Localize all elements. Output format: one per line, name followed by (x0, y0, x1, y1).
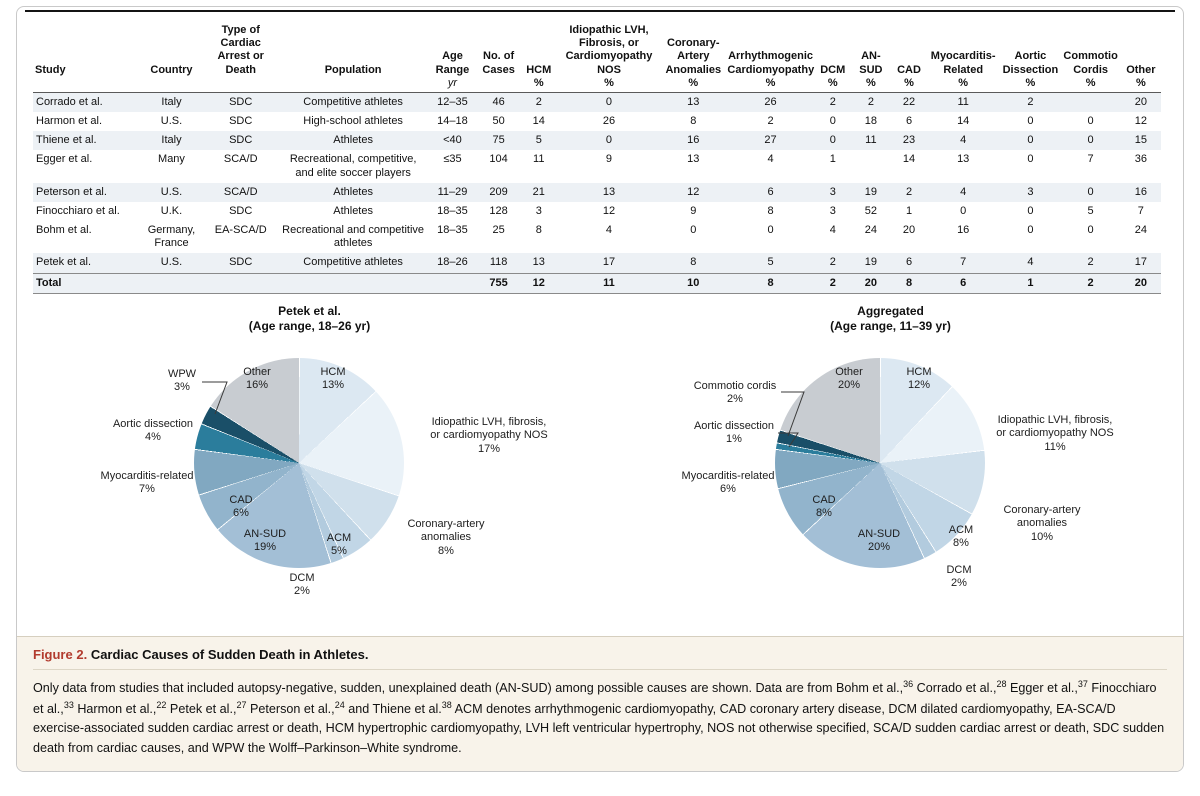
table-cell: 11–29 (437, 185, 468, 198)
pie-circle-petek (194, 358, 404, 568)
column-header: CAD % (897, 63, 921, 89)
table-cell: 5 (767, 256, 774, 269)
table-cell: 11 (865, 134, 877, 147)
table-cell: 23 (902, 134, 916, 147)
table-cell (278, 273, 429, 293)
table-cell: 2 (535, 95, 542, 108)
pie-label-myo: Myocarditis-related 6% (681, 469, 775, 496)
pie-label-ansud: AN-SUD 19% (243, 527, 287, 554)
pie-label-other: Other 20% (835, 365, 863, 392)
table-cell: 2 (829, 256, 836, 269)
column-header: HCM % (526, 63, 552, 89)
table-cell: 10 (687, 276, 700, 289)
table-cell: 24 (864, 224, 877, 237)
reference-superscript: 37 (1077, 678, 1088, 689)
table-cell: 3 (829, 204, 836, 217)
table-cell: 0 (1087, 134, 1094, 147)
table-cell: Athletes (333, 204, 373, 217)
table-cell: 24 (1134, 224, 1147, 237)
pie-label-cor: Coronary-artery anomalies 8% (407, 517, 485, 557)
pie-label-ansud: AN-SUD 20% (857, 527, 901, 554)
table-cell: 11 (957, 95, 969, 108)
table-cell: 14 (532, 114, 545, 127)
reference-superscript: 38 (441, 699, 452, 710)
table-cell: 0 (1027, 134, 1034, 147)
table-cell: Athletes (333, 134, 373, 147)
table-cell: 7 (1137, 204, 1144, 217)
reference-superscript: 28 (996, 678, 1007, 689)
pie-label-hcm: HCM 13% (320, 365, 346, 392)
table-cell: 46 (492, 95, 505, 108)
table-cell: 2 (829, 276, 836, 289)
table-cell: 0 (690, 224, 697, 237)
table-cell: 0 (1087, 224, 1094, 237)
table-row (33, 131, 1161, 150)
table-cell: 104 (489, 153, 508, 166)
table-cell: <40 (443, 134, 462, 147)
table-cell: U.S. (160, 114, 183, 127)
table-cell: Italy (161, 95, 182, 108)
table-cell: 4 (767, 153, 774, 166)
table-cell: SCA/D (223, 185, 258, 198)
pie-label-cad: CAD 8% (812, 493, 836, 520)
table-header-row (33, 24, 1161, 92)
table-cell: U.K. (160, 204, 183, 217)
table-cell: 4 (1027, 256, 1034, 269)
table-cell: 11 (533, 153, 545, 166)
caption-text: Peterson et al., (246, 701, 335, 716)
table-cell: 1 (829, 153, 836, 166)
caption-body (33, 678, 1167, 758)
table-cell: Germany, France (147, 224, 196, 250)
pie-label-aortic: Aortic dissection 4% (112, 417, 194, 444)
figure-title: Cardiac Causes of Sudden Death in Athletes. (90, 646, 369, 662)
table-cell: 755 (489, 276, 508, 289)
table-cell: 2 (1087, 256, 1094, 269)
table-row (33, 253, 1161, 273)
studies-table-wrap (17, 12, 1183, 296)
table-cell: 5 (535, 134, 542, 147)
table-cell: 128 (489, 204, 508, 217)
table-cell: 25 (492, 224, 505, 237)
pie-title-petek (19, 296, 600, 335)
table-cell: Recreational and competitive athletes (282, 224, 425, 250)
table-row (33, 221, 1161, 253)
table-cell: 16 (1134, 185, 1147, 198)
table-body (33, 92, 1161, 293)
table-cell (850, 150, 892, 182)
table-cell: 14 (902, 153, 916, 166)
caption-text: ACM denotes arrhythmogenic cardiomyopathy, CAD coronary artery disease, DCM dilated cardiomyopathy, EA-SCA/D exercise-associated sudden cardiac arrest or death, HCM hypertrophic cardiomyopathy, LVH left ventricular hypertrophy, NOS not otherwise specified, SCA/D sudden cardiac arrest or death, SDC sudden death from cardiac causes, and WPW the Wolff–Parkinson–White syndrome. (33, 701, 1165, 755)
table-cell: 14 (957, 114, 970, 127)
table-cell: 12 (687, 185, 700, 198)
table-cell: 17 (1134, 256, 1147, 269)
caption-title (33, 647, 1167, 662)
reference-superscript: 36 (903, 678, 914, 689)
table-cell: 1 (1027, 276, 1034, 289)
table-cell: 12–35 (437, 95, 468, 108)
figure-caption (17, 636, 1183, 771)
table-cell: 6 (767, 185, 774, 198)
table-cell: 13 (687, 95, 700, 108)
table-cell: 2 (1087, 276, 1094, 289)
table-cell: 118 (489, 256, 508, 269)
column-header: DCM % (820, 63, 846, 89)
pie-title-aggregated (600, 296, 1181, 335)
pie-label-myo: Myocarditis-related 7% (100, 469, 194, 496)
table-cell: U.S. (160, 185, 183, 198)
caption-text: and Thiene et al. (344, 701, 442, 716)
reference-superscript: 33 (63, 699, 74, 710)
table-cell: 6 (960, 276, 967, 289)
table-cell: 19 (864, 185, 877, 198)
pie-label-lvh: Idiopathic LVH, fibrosis, or cardiomyopathy NOS 11% (996, 413, 1114, 453)
table-row (33, 183, 1161, 202)
table-cell: High-school athletes (303, 114, 403, 127)
table-cell: ≤35 (443, 153, 462, 166)
table-cell: 20 (1134, 95, 1147, 108)
pie-label-acm: ACM 5% (326, 531, 352, 558)
table-cell: 0 (605, 95, 613, 108)
column-header: Idiopathic LVH, Fibrosis, or Cardiomyopathy NOS % (565, 24, 653, 89)
table-cell: 26 (764, 95, 777, 108)
table-cell (1061, 92, 1121, 112)
pie-label-lvh: Idiopathic LVH, fibrosis, or cardiomyopathy NOS 17% (430, 415, 548, 455)
table-cell: 3 (1027, 185, 1034, 198)
table-cell: 0 (1087, 114, 1094, 127)
table-cell: 4 (605, 224, 613, 237)
table-cell: 52 (864, 204, 877, 217)
pie-label-other: Other 16% (243, 365, 271, 392)
table-cell: 8 (767, 276, 774, 289)
table-cell: 7 (1087, 153, 1094, 166)
table-cell: 0 (960, 204, 967, 217)
table-cell: 0 (1087, 185, 1094, 198)
caption-text: Corrado et al., (913, 681, 997, 695)
caption-text: Only data from studies that included autopsy-negative, sudden, unexplained death (AN-SUD) among possible causes are shown. Data are from Bohm et al., (33, 681, 904, 695)
table-cell: 22 (902, 95, 916, 108)
column-header: No. of Cases (482, 50, 515, 76)
table-cell: 20 (864, 276, 877, 289)
table-cell: 20 (902, 224, 916, 237)
column-header: Aortic Dissection % (1002, 50, 1059, 89)
table-cell (428, 273, 476, 293)
column-header: Age Range yr (435, 50, 470, 89)
table-cell: 8 (767, 204, 774, 217)
table-cell: 9 (690, 204, 697, 217)
table-cell: 13 (602, 185, 616, 198)
table-cell: SDC (229, 204, 253, 217)
table-cell: 0 (1027, 114, 1034, 127)
table-cell: Harmon et al. (36, 114, 103, 127)
pie-chart-aggregated (600, 296, 1181, 636)
table-cell: EA-SCA/D (214, 224, 267, 237)
pie-label-acm: ACM 8% (948, 523, 974, 550)
pie-label-dcm: DCM 2% (946, 563, 972, 590)
table-cell: 15 (1134, 134, 1147, 147)
pie-label-cad: CAD 6% (229, 493, 253, 520)
table-cell: 75 (492, 134, 505, 147)
table-cell: 18–35 (437, 224, 468, 237)
pie-title-line1: Aggregated (857, 303, 924, 318)
table-cell: SDC (229, 114, 253, 127)
table-cell: Corrado et al. (36, 95, 103, 108)
table-cell (204, 273, 278, 293)
pie-label-commotio: Commotio cordis 2% (693, 379, 777, 406)
pie-label-aortic: Aortic dissection 1% (693, 419, 775, 446)
column-header: AN-SUD % (859, 50, 883, 89)
table-cell: Many (158, 153, 185, 166)
table-cell: Total (36, 276, 62, 289)
column-header: Arrhythmogenic Cardiomyopathy % (727, 50, 815, 89)
table-cell: Bohm et al. (36, 224, 92, 237)
table-cell: 12 (532, 276, 545, 289)
table-cell: 13 (957, 153, 970, 166)
table-cell: 0 (1027, 153, 1034, 166)
table-cell: 8 (690, 114, 697, 127)
caption-divider (33, 669, 1167, 670)
table-cell: Thiene et al. (36, 134, 97, 147)
studies-table (33, 24, 1161, 294)
table-cell: Finocchiaro et al. (36, 204, 120, 217)
pie-title-line1: Petek et al. (278, 303, 341, 318)
pie-chart-petek (19, 296, 600, 636)
table-cell: 18–26 (437, 256, 468, 269)
table-cell: 21 (532, 185, 545, 198)
pie-label-dcm: DCM 2% (289, 571, 315, 598)
caption-text: Finocchiaro et al., (33, 681, 1157, 716)
table-cell (139, 273, 203, 293)
caption-text: Harmon et al., (73, 701, 157, 716)
table-cell: 3 (829, 185, 836, 198)
table-header (33, 24, 1161, 92)
table-cell: 18–35 (437, 204, 468, 217)
table-cell: Competitive athletes (303, 95, 403, 108)
table-cell: 4 (960, 185, 967, 198)
table-cell: SDC (229, 256, 253, 269)
table-cell: 8 (535, 224, 542, 237)
table-cell: SDC (229, 95, 253, 108)
table-cell: 12 (1134, 114, 1147, 127)
column-header: Type of Cardiac Arrest or Death (217, 24, 264, 76)
table-cell: 16 (687, 134, 700, 147)
pie-charts-row (17, 296, 1183, 636)
table-cell: 11 (603, 276, 615, 289)
table-cell: 13 (532, 256, 545, 269)
table-cell: 209 (489, 185, 508, 198)
table-cell: 0 (829, 134, 836, 147)
table-cell: 2 (829, 95, 836, 108)
table-cell: 0 (829, 114, 836, 127)
table-cell: 13 (687, 153, 700, 166)
table-cell: Petek et al. (36, 256, 92, 269)
table-row (33, 150, 1161, 182)
caption-text: Egger et al., (1006, 681, 1078, 695)
table-cell: 2 (867, 95, 874, 108)
table-cell: 9 (605, 153, 613, 166)
table-cell: 50 (492, 114, 505, 127)
table-cell: 0 (767, 224, 774, 237)
table-cell: Egger et al. (36, 153, 93, 166)
table-row (33, 92, 1161, 112)
table-cell: 6 (905, 256, 913, 269)
table-cell: Italy (161, 134, 182, 147)
table-cell: 2 (1027, 95, 1034, 108)
table-cell: 5 (1087, 204, 1094, 217)
figure-panel (16, 6, 1184, 772)
table-cell: 1 (905, 204, 913, 217)
column-header: Commotio Cordis % (1063, 50, 1118, 89)
pie-label-hcm: HCM 12% (906, 365, 932, 392)
caption-text: Petek et al., (166, 701, 237, 716)
table-cell: 0 (1027, 224, 1034, 237)
column-header: Population (324, 63, 382, 76)
reference-superscript: 24 (334, 699, 345, 710)
figure-label: Figure 2. (33, 646, 88, 662)
table-cell: 7 (960, 256, 967, 269)
table-cell: 3 (535, 204, 542, 217)
column-header: Study (35, 63, 66, 76)
table-cell: 12 (602, 204, 616, 217)
table-total-row (33, 273, 1161, 293)
table-cell: 8 (905, 276, 913, 289)
table-cell: U.S. (160, 256, 183, 269)
table-cell: 0 (605, 134, 613, 147)
table-cell: 14–18 (437, 114, 468, 127)
column-header: Myocarditis-Related % (930, 50, 996, 89)
table-cell: 0 (1027, 204, 1034, 217)
table-cell: 17 (602, 256, 616, 269)
pie-label-wpw: WPW 3% (167, 367, 197, 394)
table-cell: 27 (764, 134, 777, 147)
table-cell: 4 (829, 224, 836, 237)
column-header: Other % (1126, 63, 1156, 89)
reference-superscript: 22 (156, 699, 167, 710)
table-row (33, 202, 1161, 221)
table-cell: 20 (1134, 276, 1147, 289)
table-cell: 19 (864, 256, 877, 269)
table-row (33, 112, 1161, 131)
column-header: Coronary-Artery Anomalies % (665, 37, 722, 89)
table-cell: Peterson et al. (36, 185, 107, 198)
table-cell: 4 (960, 134, 967, 147)
table-cell: 18 (864, 114, 877, 127)
table-cell: 16 (957, 224, 970, 237)
table-cell: Competitive athletes (303, 256, 403, 269)
table-cell: Athletes (333, 185, 373, 198)
table-cell: 2 (767, 114, 774, 127)
pie-label-cor: Coronary-artery anomalies 10% (1003, 503, 1081, 543)
table-cell: 6 (905, 114, 913, 127)
table-cell: 26 (602, 114, 616, 127)
table-cell: 2 (905, 185, 913, 198)
table-cell: SDC (229, 134, 253, 147)
table-cell: 8 (690, 256, 697, 269)
table-cell: Recreational, competitive, and elite soccer players (289, 153, 417, 179)
table-cell: SCA/D (223, 153, 258, 166)
reference-superscript: 27 (236, 699, 247, 710)
pie-title-line2: (Age range, 18–26 yr) (248, 319, 371, 334)
column-header: Country (150, 63, 193, 76)
table-cell: 36 (1134, 153, 1147, 166)
pie-title-line2: (Age range, 11–39 yr) (830, 319, 951, 334)
